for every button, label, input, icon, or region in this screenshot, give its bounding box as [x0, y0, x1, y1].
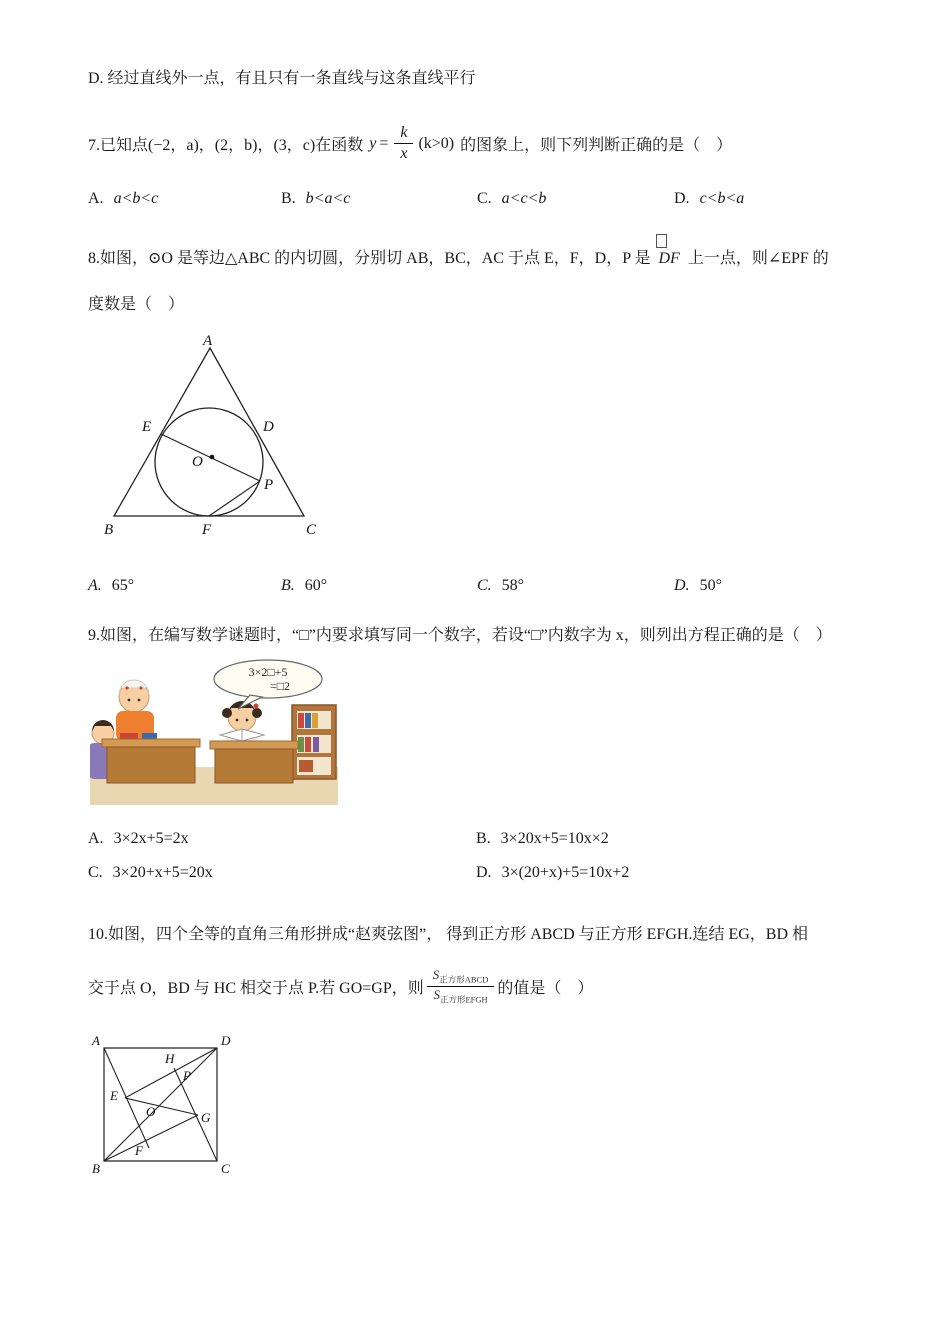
q10-stem-line2-after: 的值是（ ） — [497, 980, 594, 998]
label-D: D — [263, 418, 274, 435]
q7-option-b-label: B. — [281, 189, 296, 207]
q9-option-c — [88, 864, 476, 882]
q9-option-b-label: B. — [476, 829, 491, 847]
label-A: A — [203, 333, 213, 349]
q9-option-c-text: 3×20+x+5=20x — [112, 863, 213, 881]
q7-option-a-text: a<b<c — [113, 189, 159, 207]
question10-stem-line2 — [88, 968, 870, 1006]
label-O: O — [192, 453, 203, 470]
right-desk — [210, 729, 298, 783]
q9-option-a-label: A. — [88, 829, 104, 847]
q10-stem-line2-before: 交于点 O，BD 与 HC 相交于点 P.若 GO=GP，则 — [88, 980, 424, 998]
q8-option-b-text: 60° — [304, 576, 328, 594]
q9-option-b-text: 3×20x+5=10x×2 — [500, 829, 609, 847]
label-E: E — [142, 418, 152, 435]
label-G: G — [201, 1109, 211, 1125]
q8-option-d-label: D. — [674, 576, 690, 594]
q10-area-ratio-fraction — [427, 968, 495, 1006]
label-A: A — [92, 1032, 100, 1048]
label-F: F — [135, 1142, 143, 1158]
label-P: P — [264, 476, 274, 493]
q7-option-d — [674, 190, 870, 208]
bubble-equation-line2: =□2 — [269, 678, 291, 693]
label-C: C — [221, 1160, 230, 1176]
diagonal-BD — [104, 1048, 217, 1161]
q8-arc-df-text: DF — [658, 249, 680, 267]
q8-option-c-label: C. — [477, 576, 492, 594]
q8-option-a-label: A. — [88, 576, 102, 594]
question10-figure — [90, 1032, 870, 1181]
q7-option-d-label: D. — [674, 189, 690, 207]
q10-num-subscript: 正方形ABCD — [439, 974, 489, 985]
q8-option-c-text: 58° — [501, 576, 525, 594]
q8-arc-df — [659, 248, 680, 270]
question7-stem — [88, 124, 870, 164]
label-C: C — [306, 521, 317, 538]
label-O: O — [146, 1103, 156, 1119]
q7-option-c-text: a<c<b — [501, 189, 547, 207]
chord-FP — [209, 481, 260, 516]
q8-option-d — [674, 577, 870, 595]
label-B: B — [104, 521, 114, 538]
q8-option-a-text: 65° — [111, 576, 135, 594]
q7-formula-lhs: y — [369, 134, 377, 152]
q7-option-a — [88, 190, 281, 208]
label-H: H — [165, 1050, 175, 1066]
q7-fraction-numerator: k — [394, 124, 413, 144]
q9-option-a-text: 3×2x+5=2x — [113, 829, 189, 847]
q7-stem-after: 的图象上，则下列判断正确的是（ ） — [460, 137, 733, 155]
question8-figure — [100, 334, 870, 547]
question9-figure — [90, 657, 870, 810]
q7-formula-equals: = — [379, 134, 389, 152]
question7-options — [88, 190, 870, 208]
q8-option-d-text: 50° — [699, 576, 722, 594]
q9-option-c-label: C. — [88, 863, 103, 881]
arc-symbol-box — [656, 234, 667, 248]
q8-stem-line1-after: 上一点，则∠EPF 的 — [687, 249, 829, 267]
label-P: P — [183, 1067, 191, 1083]
q8-option-b-label: B. — [281, 576, 295, 594]
q7-stem-before: 7.已知点(−2，a)，(2，b)，(3，c)在函数 — [88, 137, 364, 155]
question10-stem-line1: 10.如图，四个全等的直角三角形拼成“赵爽弦图”， 得到正方形 ABCD 与正方形 EFGH.连结 EG，BD 相 — [88, 925, 808, 943]
q8-stem-line1-before: 8.如图，⊙O 是等边△ABC 的内切圆，分别切 AB，BC，AC 于点 E，F，D，P 是 — [88, 249, 651, 267]
prev-question-option-d: D. 经过直线外一点，有且只有一条直线与这条直线平行 — [88, 70, 476, 87]
q9-option-d — [476, 864, 870, 882]
question9-stem: 9.如图，在编写数学谜题时，“□”内要求填写同一个数字，若设“□”内数字为 x，则列出方程正确的是（ ） — [88, 626, 832, 644]
label-D: D — [221, 1032, 231, 1048]
question9-options — [88, 830, 870, 882]
label-E: E — [110, 1087, 118, 1103]
bubble-equation-line1: 3×2□+5 — [248, 664, 288, 679]
q9-option-b — [476, 830, 870, 848]
inscribed-circle — [155, 408, 263, 516]
q7-option-b — [281, 190, 477, 208]
label-B: B — [92, 1160, 100, 1176]
question8-stem-line2: 度数是（ ） — [88, 295, 185, 313]
q8-option-b — [281, 577, 477, 595]
q9-option-a — [88, 830, 476, 848]
q9-option-d-text: 3×(20+x)+5=10x+2 — [501, 863, 630, 881]
q7-option-c — [477, 190, 674, 208]
center-point-O — [210, 454, 215, 459]
q7-fraction-denominator: x — [400, 145, 408, 163]
capped-kid — [116, 680, 154, 741]
left-desk — [102, 733, 200, 783]
q10-fraction-numerator — [427, 968, 495, 987]
q10-fraction-denominator — [433, 987, 487, 1005]
label-F: F — [202, 521, 212, 538]
classroom-cartoon-illustration — [90, 657, 338, 805]
incircle-triangle-diagram — [100, 334, 328, 542]
segment-EG — [125, 1098, 198, 1115]
q8-option-a — [88, 577, 281, 595]
q7-formula-fraction — [394, 124, 413, 164]
q7-option-a-label: A. — [88, 189, 104, 207]
question8-stem-line1 — [88, 248, 870, 270]
q10-den-symbol: S — [433, 987, 440, 1003]
zhao-shuang-diagram — [90, 1032, 242, 1176]
q9-option-d-label: D. — [476, 863, 492, 881]
bookshelf — [292, 705, 336, 779]
q7-option-d-text: c<b<a — [699, 189, 745, 207]
q10-num-symbol: S — [432, 966, 440, 982]
q7-option-c-label: C. — [477, 189, 492, 207]
q7-option-b-text: b<a<c — [305, 189, 351, 207]
speech-bubble — [214, 660, 322, 709]
q7-formula — [369, 124, 454, 164]
question8-options — [88, 577, 870, 595]
leg-line-B-G — [104, 1115, 198, 1161]
q8-option-c — [477, 577, 674, 595]
q7-formula-condition: (k>0) — [418, 134, 455, 152]
q10-den-subscript: 正方形EFGH — [439, 994, 488, 1005]
